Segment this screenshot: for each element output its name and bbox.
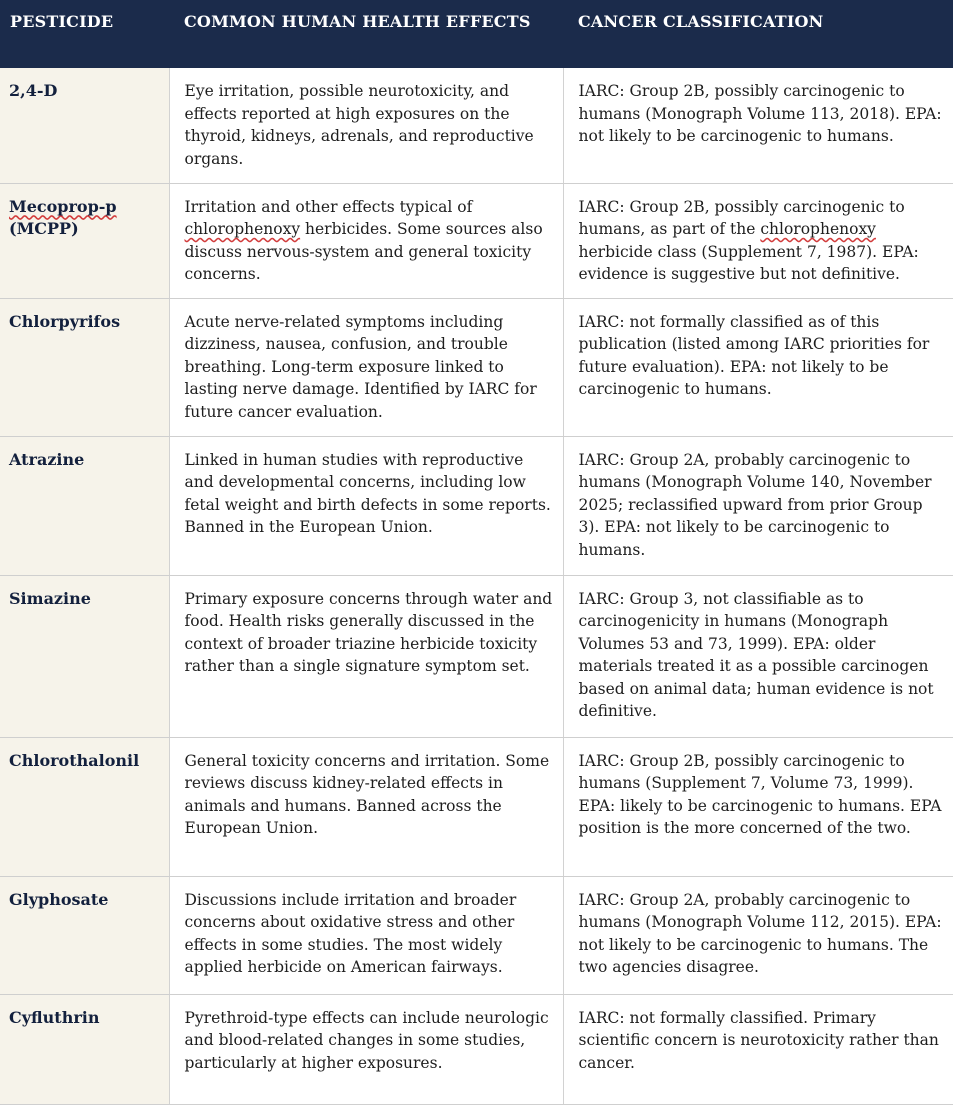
- cancer-classification-cell: IARC: Group 2B, possibly carcinogenic to humans (Supplement 7, Volume 73, 1999). EPA: likely to be carcinogenic to humans. EPA position is the more concerned of the two.: [563, 737, 953, 876]
- table-body: [0, 68, 953, 1104]
- cancer-classification-cell: IARC: not formally classified. Primary scientific concern is neurotoxicity rather than cancer.: [563, 994, 953, 1104]
- cancer-text: IARC: Group 2B, possibly carcinogenic to humans, as part of the: [578, 197, 905, 239]
- table-row: [0, 575, 953, 737]
- header-pesticide: PESTICIDE: [10, 12, 114, 31]
- table-row: [0, 994, 953, 1104]
- table-row: [0, 68, 953, 183]
- pesticide-name: Atrazine: [0, 436, 169, 575]
- table-row: [0, 298, 953, 436]
- pesticide-name-abbrev: (MCPP): [9, 219, 79, 239]
- health-effects-cell: Linked in human studies with reproductive and developmental concerns, including low fetal weight and birth defects in some reports. Banned in the European Union.: [169, 436, 563, 575]
- pesticide-name: Cyfluthrin: [0, 994, 169, 1104]
- pesticide-name: Glyphosate: [0, 876, 169, 994]
- cancer-classification-cell: IARC: Group 2A, probably carcinogenic to humans (Monograph Volume 140, November 2025; reclassified upward from prior Group 3). EPA: not likely to be carcinogenic to humans.: [563, 436, 953, 575]
- effects-text: Irritation and other effects typical of: [184, 197, 473, 216]
- table-header: [0, 0, 953, 68]
- health-effects-cell: Acute nerve-related symptoms including dizziness, nausea, confusion, and trouble breathing. Long-term exposure linked to lasting nerve damage. Identified by IARC for future cancer evaluation.: [169, 298, 563, 436]
- health-effects-cell: [169, 183, 563, 298]
- header-health-effects: COMMON HUMAN HEALTH EFFECTS: [184, 12, 531, 31]
- cancer-text: herbicide class (Supplement 7, 1987). EPA: evidence is suggestive but not definitive.: [578, 242, 919, 284]
- table-row: [0, 183, 953, 298]
- pesticide-name: [0, 183, 169, 298]
- spellcheck-word: chlorophenoxy: [760, 220, 876, 239]
- health-effects-cell: Discussions include irritation and broader concerns about oxidative stress and other effects in some studies. The most widely applied herbicide on American fairways.: [169, 876, 563, 994]
- effects-text: herbicides. Some sources also discuss nervous-system and general toxicity concerns.: [184, 220, 543, 284]
- health-effects-cell: Eye irritation, possible neurotoxicity, and effects reported at high exposures on the thyroid, kidneys, adrenals, and reproductive organs.: [169, 68, 563, 183]
- cancer-classification-cell: IARC: Group 2B, possibly carcinogenic to humans (Monograph Volume 113, 2018). EPA: not likely to be carcinogenic to humans.: [563, 68, 953, 183]
- pesticide-name: Chlorpyrifos: [0, 298, 169, 436]
- pesticide-name: Chlorothalonil: [0, 737, 169, 876]
- health-effects-cell: Pyrethroid-type effects can include neurologic and blood-related changes in some studies, particularly at higher exposures.: [169, 994, 563, 1104]
- health-effects-cell: General toxicity concerns and irritation. Some reviews discuss kidney-related effects in animals and humans. Banned across the European Union.: [169, 737, 563, 876]
- header-row: [0, 0, 953, 68]
- cancer-classification-cell: [563, 183, 953, 298]
- pesticide-name: Simazine: [0, 575, 169, 737]
- cancer-classification-cell: IARC: Group 3, not classifiable as to carcinogenicity in humans (Monograph Volumes 53 and 73, 1999). EPA: older materials treated it as a possible carcinogen based on animal data; human evidence is not definitive.: [563, 575, 953, 737]
- pesticide-name: 2,4-D: [0, 68, 169, 183]
- spellcheck-word: chlorophenoxy: [184, 220, 301, 239]
- cancer-classification-cell: IARC: Group 2A, probably carcinogenic to humans (Monograph Volume 112, 2015). EPA: not likely to be carcinogenic to humans. The two agencies disagree.: [563, 876, 953, 994]
- health-effects-cell: Primary exposure concerns through water and food. Health risks generally discussed in the context of broader triazine herbicide toxicity rather than a single signature symptom set.: [169, 575, 563, 737]
- table-row: [0, 876, 953, 994]
- header-cancer-classification: CANCER CLASSIFICATION: [578, 12, 824, 31]
- table-row: [0, 737, 953, 876]
- cancer-classification-cell: IARC: not formally classified as of this publication (listed among IARC priorities for future evaluation). EPA: not likely to be carcinogenic to humans.: [563, 298, 953, 436]
- pesticide-name-main: Mecoprop-p: [9, 196, 117, 216]
- table-row: [0, 436, 953, 575]
